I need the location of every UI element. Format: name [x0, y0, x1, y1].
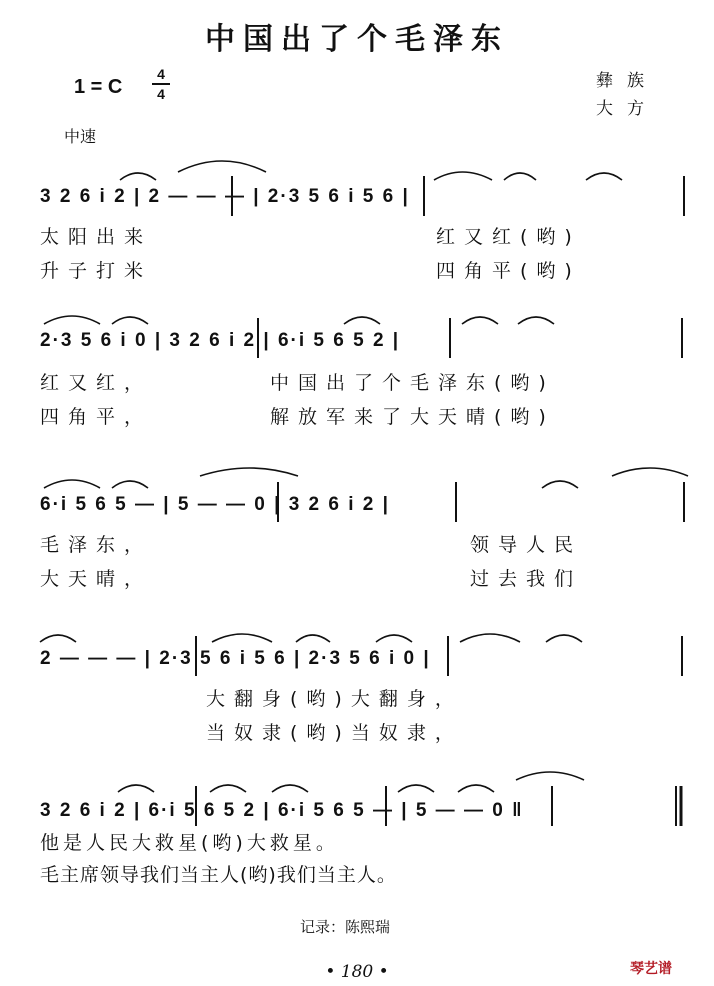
lyric-row-2-verse-2: 四角平，	[40, 406, 153, 428]
lyric-row-2-verse-2-b: 解放军来了大天晴(哟)	[270, 406, 555, 428]
lyric-row-4-verse-1: 大翻身(哟)大翻身，	[206, 688, 463, 710]
lyric-row-1-verse-1: 太阳出来	[40, 226, 153, 248]
lyric-row-2-verse-1-b: 中国出了个毛泽东(哟)	[270, 372, 555, 394]
notation-row-3: 6·i 5 6 5 — | 5 — — 0 | 3 2 6 i 2 |	[40, 494, 390, 515]
lyric-row-2-verse-1: 红又红，	[40, 372, 153, 394]
lyric-row-4-verse-2: 当奴隶(哟)当奴隶，	[206, 722, 463, 744]
lyric-row-5-verse-1: 他是人民大救星(哟)大救星。	[40, 832, 339, 854]
lyric-row-5-verse-2: 毛主席领导我们当主人(哟)我们当主人。	[40, 864, 397, 886]
ethnicity-label: 彝族	[596, 71, 658, 91]
key-signature: 1 = C	[74, 76, 123, 98]
time-signature-bottom: 4	[157, 86, 165, 102]
tempo-marking: 中速	[64, 127, 97, 146]
notation-row-5: 3 2 6 i 2 | 6·i 5 6 5 2 | 6·i 5 6 5 — | 5 — — 0 ‖	[40, 800, 524, 821]
arranger-label: 大方	[596, 99, 658, 119]
lyric-row-3-verse-1-b: 领导人民	[470, 534, 583, 556]
notation-row-2: 2·3 5 6 i 0 | 3 2 6 i 2 | 6·i 5 6 5 2 |	[40, 330, 401, 351]
site-logo: 琴艺谱	[630, 961, 672, 977]
notation-row-4: 2 — — — | 2·3 5 6 i 5 6 | 2·3 5 6 i 0 |	[40, 648, 431, 669]
lyric-row-1-verse-2-b: 四角平(哟)	[436, 260, 581, 282]
song-title: 中国出了个毛泽东	[205, 22, 509, 57]
notation-row-1: 3 2 6 i 2 | 2 — — — | 2·3 5 6 i 5 6 |	[40, 186, 410, 207]
lyric-row-3-verse-1: 毛泽东，	[40, 534, 153, 556]
time-signature-top: 4	[157, 66, 165, 82]
page-number: • 180 •	[325, 962, 389, 982]
lyric-row-3-verse-2: 大天晴，	[40, 568, 153, 590]
lyric-row-1-verse-1-b: 红又红(哟)	[436, 226, 581, 248]
lyric-row-3-verse-2-b: 过去我们	[470, 568, 583, 590]
lyric-row-1-verse-2: 升子打米	[40, 260, 153, 282]
transcription-credit: 记录：陈熙瑞	[300, 918, 391, 936]
